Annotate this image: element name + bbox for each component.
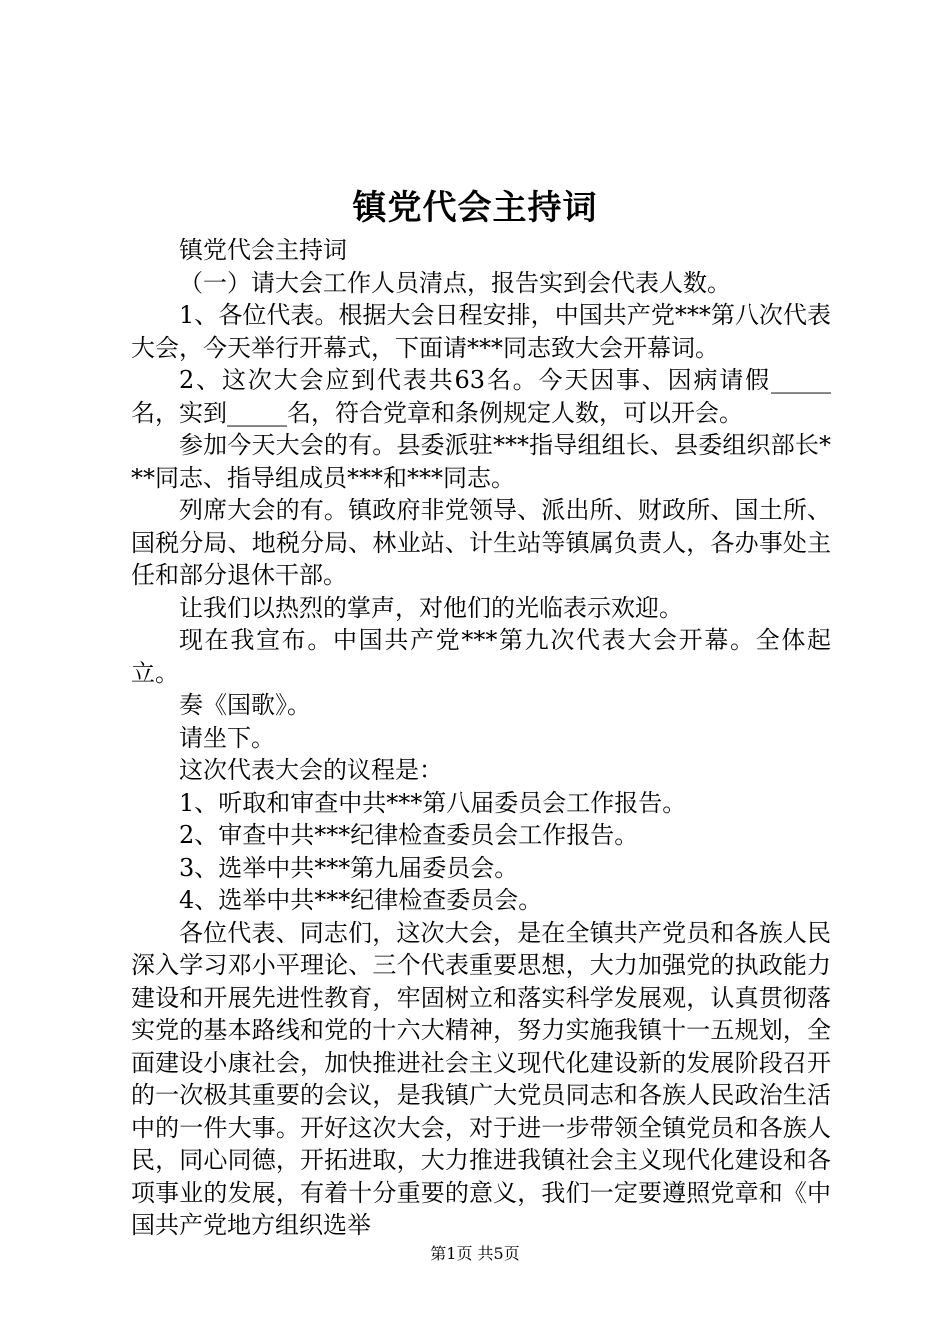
paragraph-observers: 列席大会的有。镇政府非党领导、派出所、财政所、国土所、国税分局、地税分局、林业站、计生站等镇属负责人，各办事处主任和部分退休干部。 — [131, 496, 831, 589]
page-number-footer: 第1页 共5页 — [430, 1244, 520, 1263]
paragraph-agenda-intro: 这次代表大会的议程是： — [179, 756, 443, 784]
paragraph-heading-repeat: 镇党代会主持词 — [179, 236, 347, 264]
document-body — [131, 234, 831, 1242]
document-title: 镇党代会主持词 — [352, 188, 598, 228]
paragraph-welcome: 让我们以热烈的掌声，对他们的光临表示欢迎。 — [179, 593, 683, 622]
agenda-item: 3、选举中共***第九届委员会。 — [179, 853, 519, 882]
agenda-item: 4、选举中共***纪律检查委员会。 — [179, 886, 543, 914]
paragraph-significance: 各位代表、同志们，这次大会，是在全镇共产党员和各族人民深入学习邓小平理论、三个代表重要思想，大力加强党的执政能力建设和开展先进性教育，牢固树立和落实科学发展观，认真贯彻落实党的基本路线和党的十六大精神，努力实施我镇十一五规划，全面建设小康社会，加快推进社会主义现代化建设新的发展阶段召开的一次极其重要的会议，是我镇广大党员同志和各族人民政治生活中的一件大事。开好这次大会，对于进一步带领全镇党员和各族人民，同心同德，开拓进取，大力推进我镇社会主义现代化建设和各项事业的发展，有着十分重要的意义，我们一定要遵照党章和《中国共产党地方组织选举 — [131, 918, 831, 1239]
agenda-item: 2、审查中共***纪律检查委员会工作报告。 — [179, 821, 639, 849]
paragraph-step-one: （一）请大会工作人员清点，报告实到会代表人数。 — [179, 268, 731, 297]
paragraph-be-seated: 请坐下。 — [179, 723, 275, 752]
paragraph-guests: 参加今天大会的有。县委派驻***指导组组长、县委组织部长***同志、指导组成员***和***同志。 — [131, 431, 831, 492]
paragraph-anthem: 奏《国歌》。 — [179, 691, 311, 719]
paragraph-announcement: 现在我宣布。中国共产党***第九次代表大会开幕。全体起立。 — [131, 626, 831, 687]
paragraph-attendance: 2、这次大会应到代表共63名。今天因事、因病请假_____名，实到_____名，符合党章和条例规定人数，可以开会。 — [131, 366, 831, 427]
agenda-item: 1、听取和审查中共***第八届委员会工作报告。 — [179, 788, 687, 817]
paragraph-opening: 1、各位代表。根据大会日程安排，中国共产党***第八次代表大会，今天举行开幕式，下面请***同志致大会开幕词。 — [131, 301, 831, 362]
